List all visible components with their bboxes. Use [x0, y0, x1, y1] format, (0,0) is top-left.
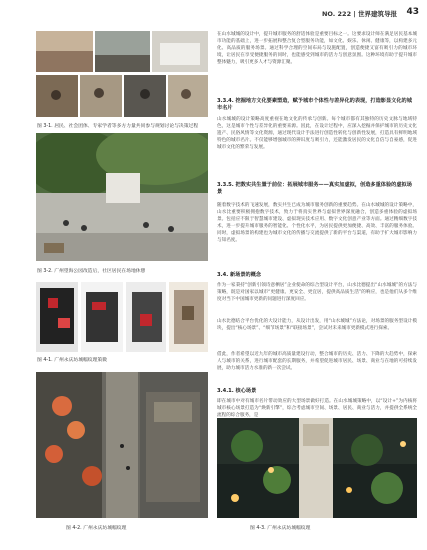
paragraph-3: 随着数字技术的飞速发展，数实共生已成为城市服务创新的重要趋势。在山水城城的设计策略中，山水比重要积极拥抱数字技术，致力于将真实世界与虚拟世界深度融合，创造多重体验的虚拟场景。包括应不限于智慧城市建设、虚拟现实技术应用、数字文化创意产业等方面。通过精细数字技术，进一步提升城市服务的智能化、个性化水平，为居民提供更加便捷、高效、丰富的服务体验。同时，虚拟场景的构建也为城市文化的传播与交流提供了新的平台与渠道，有助于扩大城市影响力与知名度。 — [217, 203, 417, 244]
journal-issue: NO. 222 | 世界建筑导报 — [321, 10, 397, 18]
figure-4-1-diagrams — [36, 282, 208, 352]
paragraph-2: 山水城城的设计策略高度重视在地文化的传承与创新。每个城市都有其独特的历史文脉与地域特色，这是城市个性与差异化的重要来源。因此，在设计过程中，应深入挖掘并保护城市的历史文化遗产、民俗风情等文化资源，通过现代设计手法进行创造性转化与创新性发展，打造具有鲜明地域特色的城市名片。不仅能够增强城市的辨识度与吸引力，还能激发居民的文化自信与自豪感，促进城市文化的繁荣与发展。 — [217, 117, 417, 151]
figure-4-2-caption: 图 4-2. 广州永庆坊城幅纹理 — [66, 526, 127, 531]
figure-3-1-photo-grid — [36, 31, 208, 117]
paragraph-1: 在山水城城的设计中，提升城市服务的舒适体验是重要目标之一。这要求设计师在满足居民基本城市功能的基础上，进一步拓展和整合复合型服务功能，如文化、娱乐、休闲、健康等，以构建多元化、高品质的服务场景。通过科学合理的空间布局与设施配置，创造便捷又富有吸引力的城市环境，让居民在享受便捷服务的同时，也能感受到城市的活力与创意氛围。这种环境有助于提升城市整体魅力，吸引更多人才与资源汇聚。 — [217, 32, 417, 66]
paragraph-5: 山水比德结合平台优化的大设计能力，从设计出发，用“山水城城”方法论，对场景的服务型设计模块，提出“核心场景”、“细节场景”和“联接场景”，尝试对未来城市更新模式进行探索。 — [217, 319, 417, 332]
figure-3-2-photo — [36, 133, 208, 261]
figure-4-2-photo — [36, 372, 208, 518]
paragraph-4: 作为一家秉持“创新引领诗意栖居”企业使命的综合型设计平台，山水比德提出“山水城城”的方法与策略，既是对国家以城市“更健康、更安全、更宜居，提供高品质生活”的响应，也是他们从多个维度对当下中国城市更新的问题进行深度回应。 — [217, 283, 417, 303]
paragraph-7: 即在城市中对有城市名片带动效应的大型场景做好打造。在山水城城策略中，以“设计+”为内核将城市核心场景打造为“焕新引擎”，综合考虑城市空间、场景、居民、商业与活力，并提供全系统全流程的综合服务，是 — [217, 399, 417, 419]
section-3-3-5-heading: 3.3.5. 把数实共生置于前位：拓展城市服务——真实加虚拟，创造多重体验的虚拟场景 — [217, 182, 412, 196]
figure-4-3-caption: 图 4-3. 广州永庆坊城幅纹理 — [250, 526, 311, 531]
figure-4-1-caption: 图 4-1. 广州永庆坊城幅纹理策微 — [37, 358, 107, 363]
figure-3-1-caption: 图 3-1. 居民、社会团体、专家学者等多方力量共同参与规划讨论与决策过程 — [37, 124, 199, 129]
figure-4-3-photo — [217, 418, 417, 518]
section-3-4-1-heading: 3.4.1. 核心场景 — [217, 388, 257, 394]
page-number: 43 — [406, 7, 419, 17]
page-header — [0, 8, 427, 20]
figure-3-2-caption: 图 3-2. 广州望海公园改造后，社区居民在场地休憩 — [37, 269, 146, 274]
section-3-3-4-heading: 3.3.4. 挖掘地方文化要素塑造，赋予城市个体性与差异化的表现，打造影显文化的城市名片 — [217, 98, 412, 112]
section-3-4-heading: 3.4. 新场景的概念 — [217, 272, 262, 278]
paragraph-6: 借此，作者希望以近九年的城市高质量建设行动，整合城市的历史、活力、下降的大趋势中，探索人与城市的关系，进行城市配套的长期服务，并希望促进城市居民、场景、商业与在地的可持续发展，助力城市活力水准的新一次尝试。 — [217, 352, 417, 372]
